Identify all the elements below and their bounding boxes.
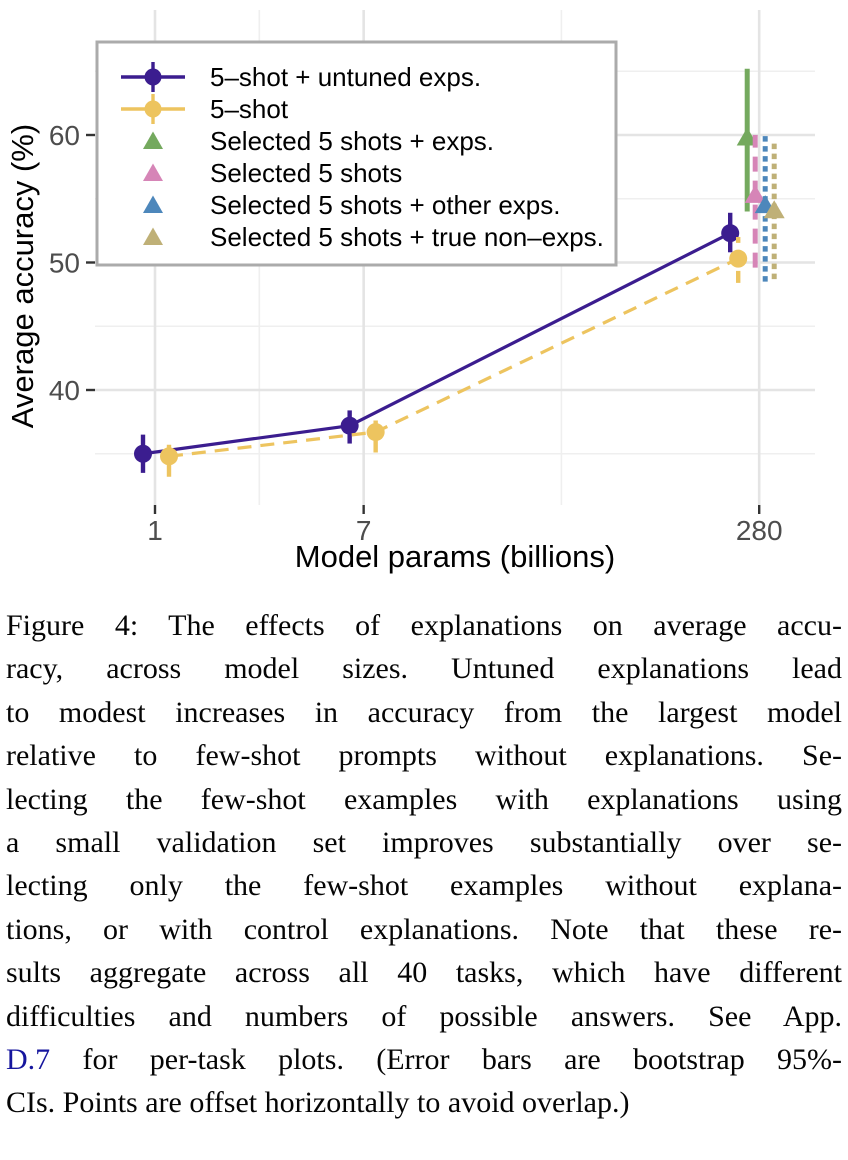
data-point (367, 423, 385, 441)
legend-key-point (145, 101, 162, 118)
data-point (341, 417, 359, 435)
legend-label: Selected 5 shots + exps. (210, 126, 495, 156)
y-tick-label: 40 (48, 375, 80, 406)
caption-line: to modest increases in accuracy from the largest model (6, 695, 842, 729)
caption-line: tions, or with control explanations. Note that these re- (6, 912, 842, 946)
legend-key-point (145, 69, 162, 86)
caption-line: racy, across model sizes. Untuned explanations lead (6, 652, 842, 686)
caption-line-text: for per-task plots. (Error bars are bootstrap 95%- (50, 1043, 842, 1077)
y-tick-label: 50 (48, 247, 80, 279)
series-line (169, 259, 738, 457)
x-axis-title: Model params (billions) (294, 539, 616, 574)
caption-line (6, 1038, 842, 1081)
legend-label: 5–shot (210, 94, 289, 124)
x-tick-label: 7 (355, 515, 372, 546)
caption-line: a small validation set improves substantially over se- (6, 826, 842, 860)
caption-line: difficulties and numbers of possible answers. See App. (6, 999, 842, 1033)
caption-line: sults aggregate across all 40 tasks, which have different (6, 956, 842, 990)
x-tick-label: 1 (147, 515, 163, 546)
y-tick-label: 60 (48, 120, 80, 151)
data-point (134, 445, 152, 463)
y-axis-title: Average accuracy (%) (5, 123, 40, 429)
caption-line: lecting only the few-shot examples without explana- (6, 869, 842, 903)
legend-item (143, 222, 604, 252)
data-point (729, 250, 747, 268)
caption-line: lecting the few-shot examples with explanations using (6, 782, 842, 816)
x-tick-label: 280 (735, 515, 783, 546)
caption-line: CIs. Points are offset horizontally to avoid overlap.) (6, 1086, 630, 1120)
legend-label: Selected 5 shots + other exps. (210, 190, 561, 220)
caption-line: relative to few-shot prompts without explanations. Se- (6, 739, 842, 773)
appendix-d7-link[interactable]: D.7 (6, 1043, 51, 1077)
caption-line: Figure 4: The effects of explanations on average accu- (6, 609, 842, 642)
legend-label: 5–shot + untuned exps. (210, 62, 482, 92)
legend-label: Selected 5 shots + true non–exps. (210, 222, 604, 252)
legend (97, 42, 616, 265)
figure-caption (0, 604, 848, 1125)
legend-label: Selected 5 shots (210, 158, 403, 188)
data-point (160, 447, 178, 465)
